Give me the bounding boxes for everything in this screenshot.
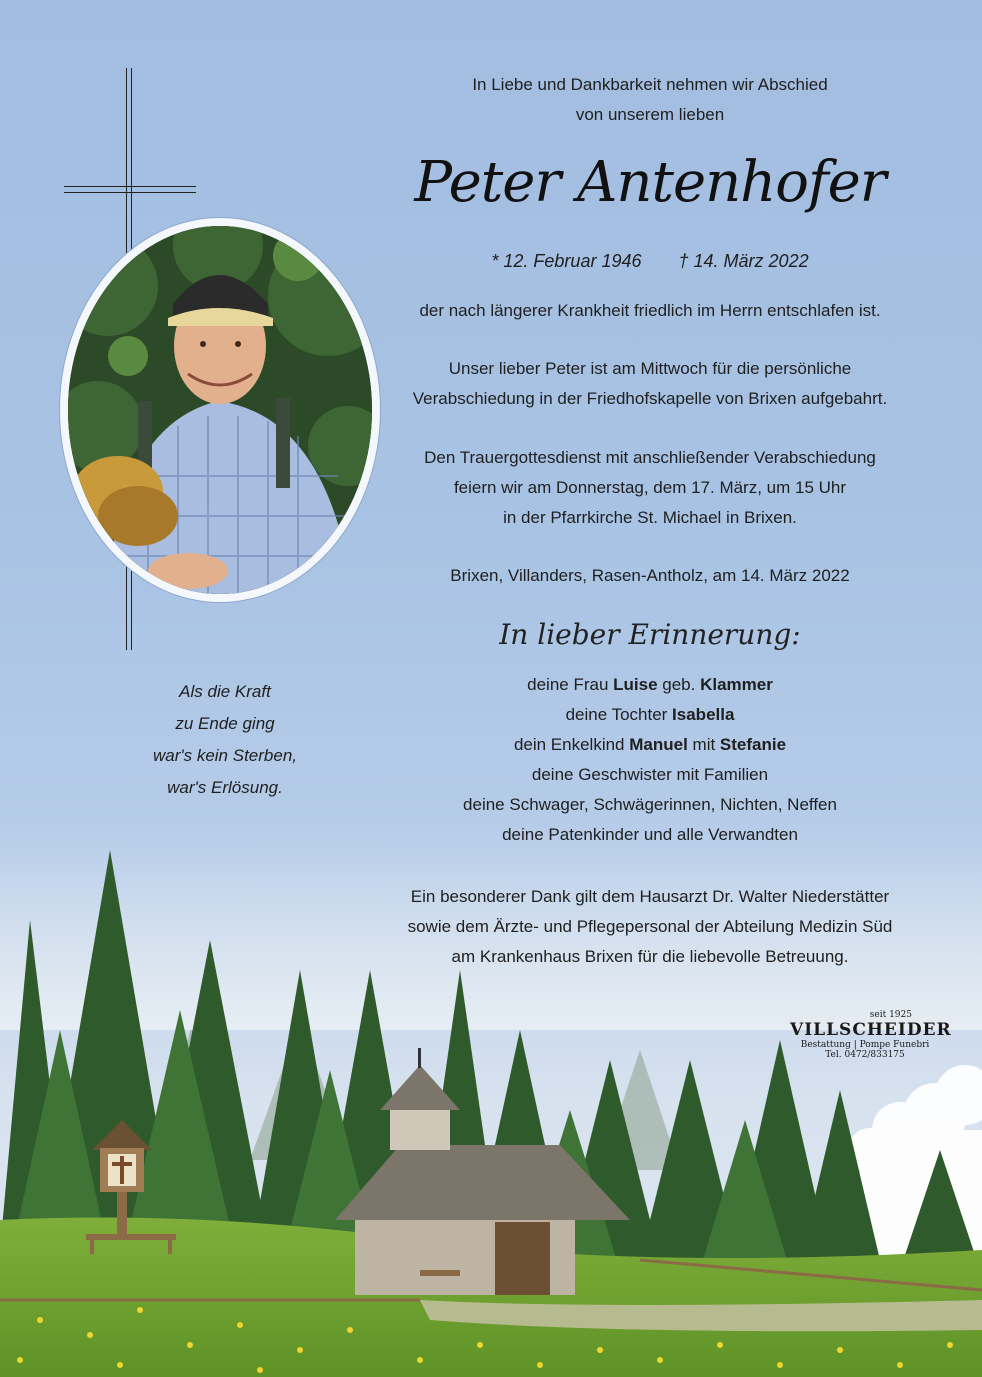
quote-line-2: zu Ende ging	[175, 714, 275, 733]
viewing-line-2: Verabschiedung in der Friedhofskapelle von Brixen aufgebahrt.	[412, 389, 888, 408]
mourner-godchildren: deine Patenkinder und alle Verwandten	[502, 825, 798, 844]
viewing-text	[380, 354, 920, 414]
passing-text	[380, 296, 920, 326]
service-line-3: in der Pfarrkirche St. Michael in Brixen.	[503, 508, 797, 527]
viewing-line-1: Unser lieber Peter ist am Mittwoch für die persönliche	[448, 359, 852, 378]
intro-line-2: von unserem lieben	[575, 105, 725, 124]
death-date: † 14. März 2022	[678, 251, 809, 271]
funeral-home-logo	[790, 1010, 952, 1060]
service-line-1: Den Trauergottesdienst mit anschließender Verabschiedung	[424, 448, 876, 467]
quote-line-3: war's kein Sterben,	[152, 746, 298, 765]
mourner-daughter: deine Tochter Isabella	[565, 705, 735, 724]
life-dates	[380, 251, 920, 272]
intro-line-1: In Liebe und Dankbarkeit nehmen wir Abschied	[472, 75, 828, 94]
intro-text	[380, 70, 920, 130]
memorial-quote	[120, 676, 330, 804]
place-date-line: Brixen, Villanders, Rasen-Antholz, am 14. März 2022	[450, 566, 850, 585]
thanks-text	[380, 882, 920, 972]
mourner-inlaws: deine Schwager, Schwägerinnen, Nichten, Neffen	[463, 795, 837, 814]
mourner-wife: deine Frau Luise geb. Klammer	[527, 675, 773, 694]
birth-date: * 12. Februar 1946	[491, 251, 642, 271]
mourner-grandchild: dein Enkelkind Manuel mit Stefanie	[513, 735, 787, 754]
passing-line: der nach längerer Krankheit friedlich im Herrn entschlafen ist.	[419, 301, 881, 320]
thanks-line-1: Ein besonderer Dank gilt dem Hausarzt Dr. Walter Niederstätter	[410, 887, 890, 906]
deceased-name: Peter Antenhofer	[414, 150, 886, 215]
thanks-line-3: am Krankenhaus Brixen für die liebevolle Betreuung.	[451, 947, 849, 966]
mourners-list	[380, 670, 920, 850]
mourner-siblings: deine Geschwister mit Familien	[531, 765, 769, 784]
cross-icon-bar	[64, 186, 196, 193]
logo-phone: Tel. 0472/833175	[825, 1050, 905, 1060]
service-text	[380, 443, 920, 533]
quote-line-4: war's Erlösung.	[167, 778, 283, 797]
memory-title: In lieber Erinnerung:	[499, 618, 801, 651]
place-date-text	[380, 561, 920, 591]
service-line-2: feiern wir am Donnerstag, dem 17. März, um 15 Uhr	[453, 478, 847, 497]
logo-since: seit 1925	[869, 1010, 912, 1020]
logo-subtitle: Bestattung | Pompe Funebri	[800, 1040, 930, 1050]
logo-brand: VILLSCHEIDER	[790, 1020, 952, 1040]
thanks-line-2: sowie dem Ärzte- und Pflegepersonal der Abteilung Medizin Süd	[407, 917, 893, 936]
portrait-photo	[68, 226, 372, 594]
quote-line-1: Als die Kraft	[179, 682, 271, 701]
